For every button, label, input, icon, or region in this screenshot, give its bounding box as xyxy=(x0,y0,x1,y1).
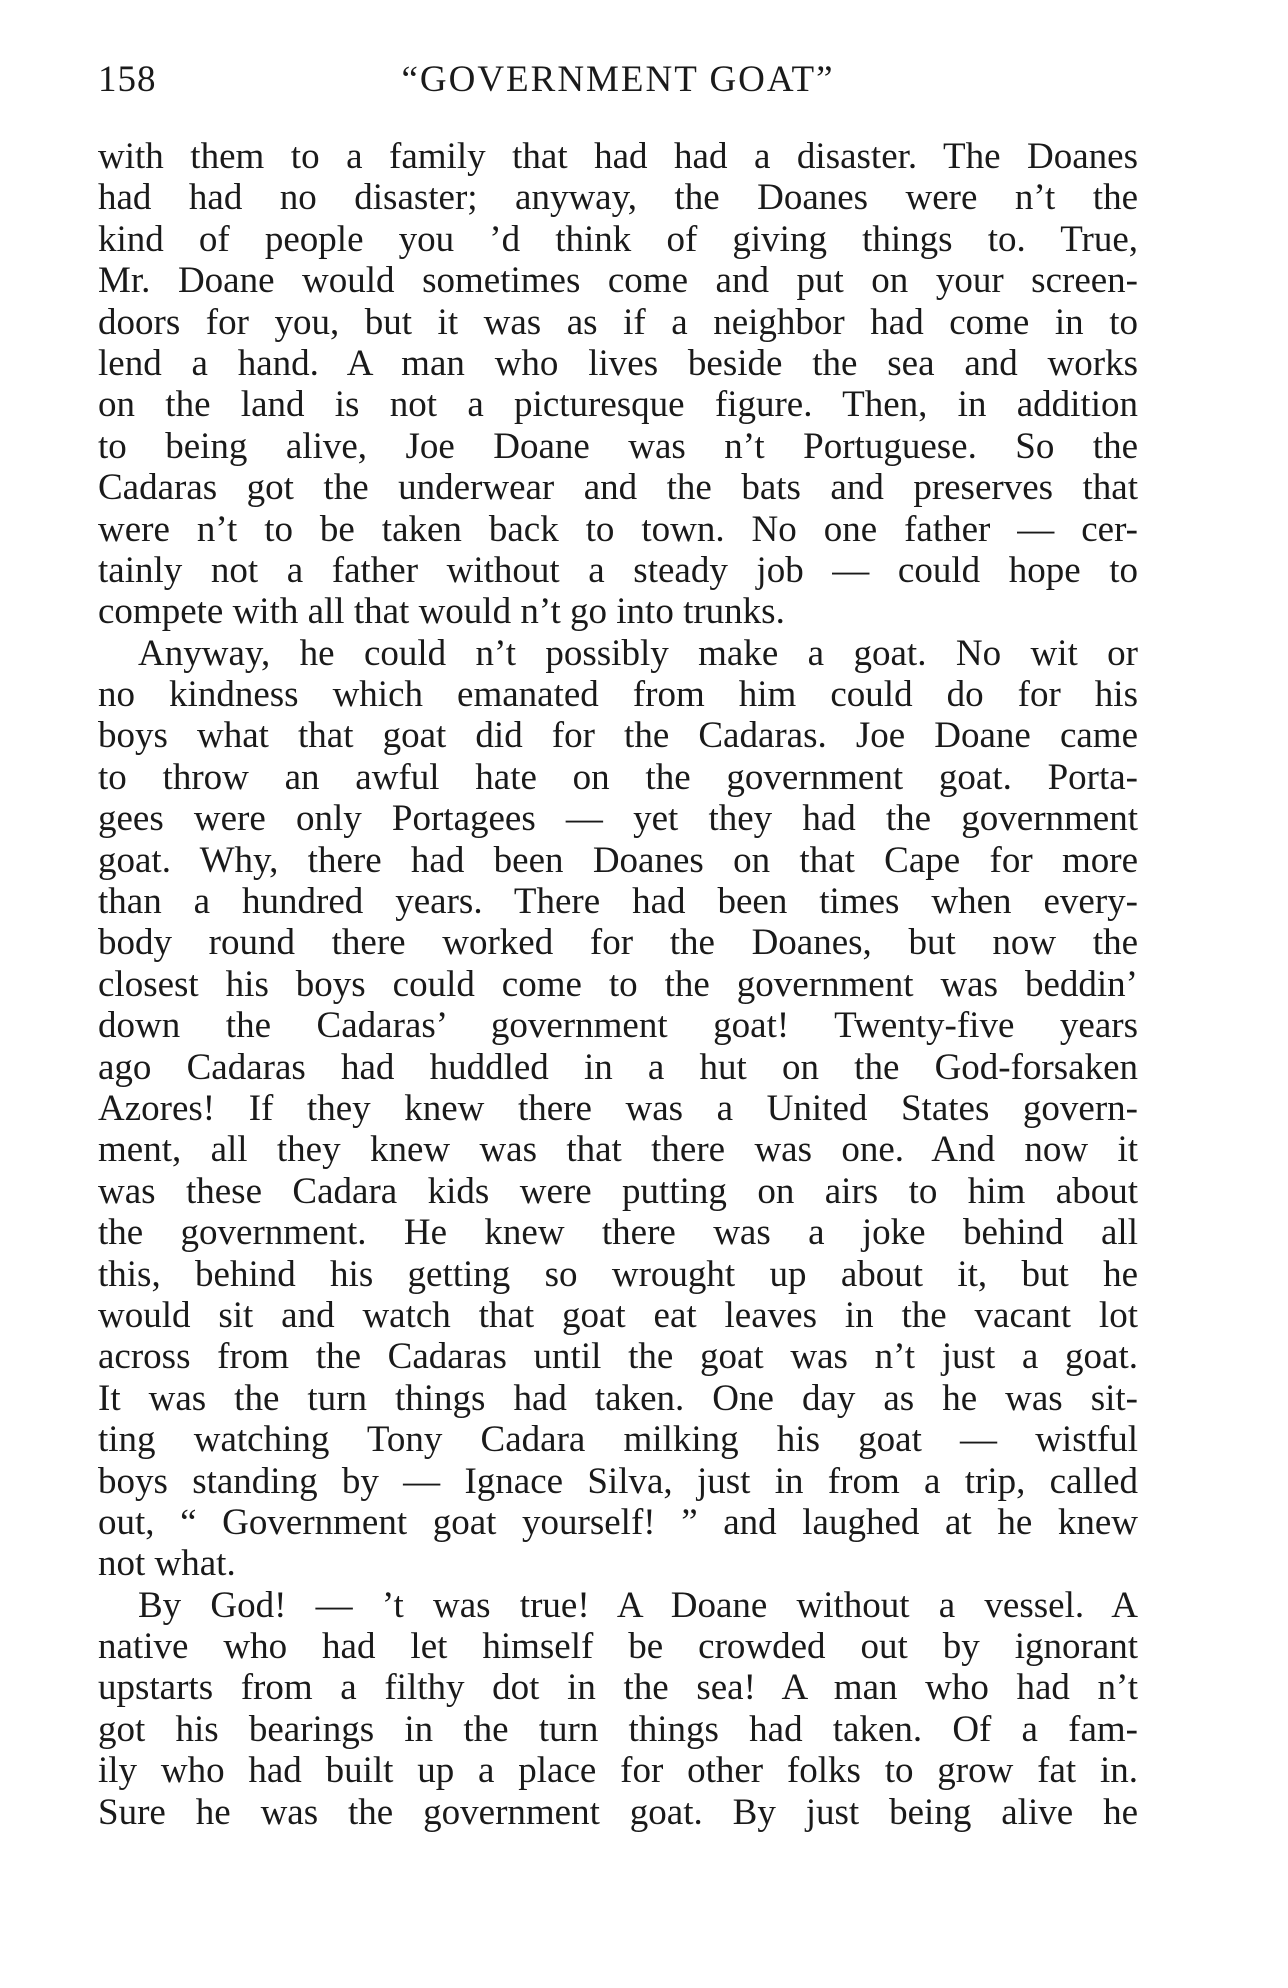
text-line: gees were only Portagees — yet they had the government xyxy=(98,798,1138,840)
text-line: out, “ Government goat yourself! ” and laughed at he knew xyxy=(98,1501,1138,1543)
text-line: Cadaras got the underwear and the bats and preserves that xyxy=(98,467,1138,509)
text-line: body round there worked for the Doanes, but now the xyxy=(98,922,1138,964)
text-line: ago Cadaras had huddled in a hut on the God-forsaken xyxy=(98,1046,1138,1088)
text-line: had had no disaster; anyway, the Doanes were n’t the xyxy=(98,177,1138,219)
text-line: this, behind his getting so wrought up about it, but he xyxy=(98,1253,1138,1295)
text-line: closest his boys could come to the government was beddin’ xyxy=(98,963,1138,1005)
text-line: doors for you, but it was as if a neighbor had come in to xyxy=(98,301,1138,343)
text-line: goat. Why, there had been Doanes on that Cape for more xyxy=(98,839,1138,881)
text-line: ting watching Tony Cadara milking his goat — wistful xyxy=(98,1419,1138,1461)
running-head: “GOVERNMENT GOAT” xyxy=(401,59,835,100)
text-line: would sit and watch that goat eat leaves in the vacant lot xyxy=(98,1294,1138,1336)
text-line: than a hundred years. There had been times when every- xyxy=(98,881,1138,923)
text-line: to being alive, Joe Doane was n’t Portuguese. So the xyxy=(98,425,1138,467)
text-line: were n’t to be taken back to town. No one father — cer- xyxy=(98,508,1138,550)
text-line: compete with all that would n’t go into trunks. xyxy=(98,591,785,633)
text-line: not what. xyxy=(98,1543,236,1585)
text-line: Mr. Doane would sometimes come and put on your screen- xyxy=(98,260,1138,302)
text-line: kind of people you ’d think of giving things to. True, xyxy=(98,218,1138,260)
text-line: got his bearings in the turn things had taken. Of a fam- xyxy=(98,1708,1138,1750)
page-number: 158 xyxy=(98,59,157,100)
text-line: upstarts from a filthy dot in the sea! A man who had n’t xyxy=(98,1667,1138,1709)
text-line: down the Cadaras’ government goat! Twenty-five years xyxy=(98,1005,1138,1047)
text-line: across from the Cadaras until the goat was n’t just a goat. xyxy=(98,1336,1138,1378)
text-line: no kindness which emanated from him could do for his xyxy=(98,674,1138,716)
text-line: boys standing by — Ignace Silva, just in from a trip, called xyxy=(98,1460,1138,1502)
text-line: on the land is not a picturesque figure. Then, in addition xyxy=(98,384,1138,426)
text-line: boys what that goat did for the Cadaras. Joe Doane came xyxy=(98,715,1138,757)
text-line: Anyway, he could n’t possibly make a goat. No wit or xyxy=(138,632,1138,674)
text-line: with them to a family that had had a disaster. The Doanes xyxy=(98,136,1138,177)
text-line: to throw an awful hate on the government goat. Porta- xyxy=(98,756,1138,798)
body-text xyxy=(98,136,1138,1833)
text-line: was these Cadara kids were putting on airs to him about xyxy=(98,1170,1138,1212)
text-line: native who had let himself be crowded out by ignorant xyxy=(98,1626,1138,1668)
text-line: By God! — ’t was true! A Doane without a vessel. A xyxy=(138,1584,1138,1626)
text-line: Sure he was the government goat. By just being alive he xyxy=(98,1791,1138,1833)
text-line: Azores! If they knew there was a United States govern- xyxy=(98,1087,1138,1129)
text-line: lend a hand. A man who lives beside the sea and works xyxy=(98,342,1138,384)
text-line: the government. He knew there was a joke behind all xyxy=(98,1212,1138,1254)
page-header xyxy=(98,58,1138,108)
text-line: ily who had built up a place for other folks to grow fat in. xyxy=(98,1750,1138,1792)
text-line: ment, all they knew was that there was one. And now it xyxy=(98,1129,1138,1171)
text-line: It was the turn things had taken. One day as he was sit- xyxy=(98,1377,1138,1419)
text-line: tainly not a father without a steady job — could hope to xyxy=(98,549,1138,591)
